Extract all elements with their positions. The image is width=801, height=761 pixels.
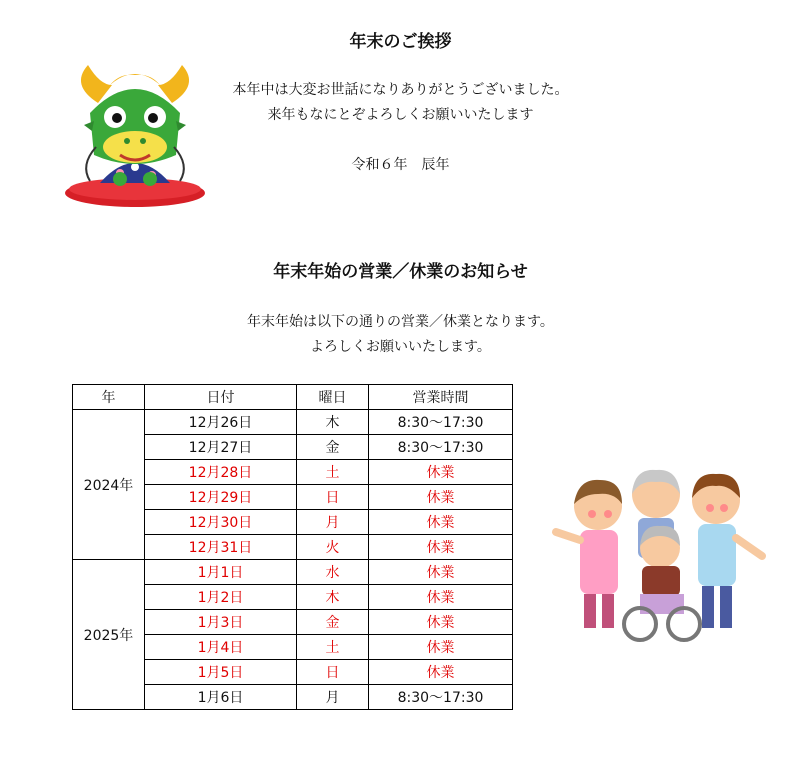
greeting-title: 年末のご挨拶 [349, 32, 452, 52]
hours-cell: 休業 [369, 560, 513, 585]
day-cell: 木 [297, 585, 369, 610]
notice-line-2: よろしくお願いいたします。 [310, 339, 491, 355]
date-cell: 12月30日 [145, 510, 297, 535]
header-hours: 営業時間 [369, 385, 513, 410]
day-cell: 土 [297, 635, 369, 660]
greeting-line-2: 来年もなにとぞよろしくお願いいたします [267, 107, 534, 123]
header-date: 日付 [145, 385, 297, 410]
day-cell: 日 [297, 485, 369, 510]
table-row [73, 560, 513, 585]
notice-line-1: 年末年始は以下の通りの営業／休業となります。 [247, 314, 554, 330]
table-header-row [73, 385, 513, 410]
schedule-table [72, 384, 513, 710]
date-cell: 1月5日 [145, 660, 297, 685]
date-cell: 1月6日 [145, 685, 297, 710]
table-body [73, 410, 513, 710]
day-cell: 日 [297, 660, 369, 685]
table-row [73, 410, 513, 435]
day-cell: 金 [297, 435, 369, 460]
header-day: 曜日 [297, 385, 369, 410]
caregivers-illustration [548, 466, 770, 648]
date-cell: 12月26日 [145, 410, 297, 435]
greeting-message [0, 78, 801, 128]
year-cell: 2025年 [73, 560, 145, 710]
date-cell: 12月28日 [145, 460, 297, 485]
day-cell: 月 [297, 510, 369, 535]
hours-cell: 休業 [369, 485, 513, 510]
hours-cell: 休業 [369, 610, 513, 635]
hours-cell: 休業 [369, 510, 513, 535]
hours-cell: 休業 [369, 635, 513, 660]
date-cell: 1月3日 [145, 610, 297, 635]
date-cell: 12月31日 [145, 535, 297, 560]
notice-title: 年末年始の営業／休業のお知らせ [273, 262, 528, 282]
day-cell: 月 [297, 685, 369, 710]
header-year: 年 [73, 385, 145, 410]
hours-cell: 休業 [369, 460, 513, 485]
hours-cell: 休業 [369, 660, 513, 685]
date-cell: 12月27日 [145, 435, 297, 460]
greeting-line-1: 本年中は大変お世話になりありがとうございました。 [232, 82, 569, 98]
hours-cell: 8:30～17:30 [369, 410, 513, 435]
era-year: 令和６年 辰年 [351, 157, 450, 173]
date-cell: 1月2日 [145, 585, 297, 610]
day-cell: 金 [297, 610, 369, 635]
date-cell: 1月4日 [145, 635, 297, 660]
date-cell: 1月1日 [145, 560, 297, 585]
hours-cell: 休業 [369, 535, 513, 560]
hours-cell: 休業 [369, 585, 513, 610]
day-cell: 木 [297, 410, 369, 435]
day-cell: 水 [297, 560, 369, 585]
day-cell: 土 [297, 460, 369, 485]
notice-message [0, 310, 801, 360]
year-cell: 2024年 [73, 410, 145, 560]
day-cell: 火 [297, 535, 369, 560]
hours-cell: 8:30～17:30 [369, 435, 513, 460]
date-cell: 12月29日 [145, 485, 297, 510]
hours-cell: 8:30～17:30 [369, 685, 513, 710]
